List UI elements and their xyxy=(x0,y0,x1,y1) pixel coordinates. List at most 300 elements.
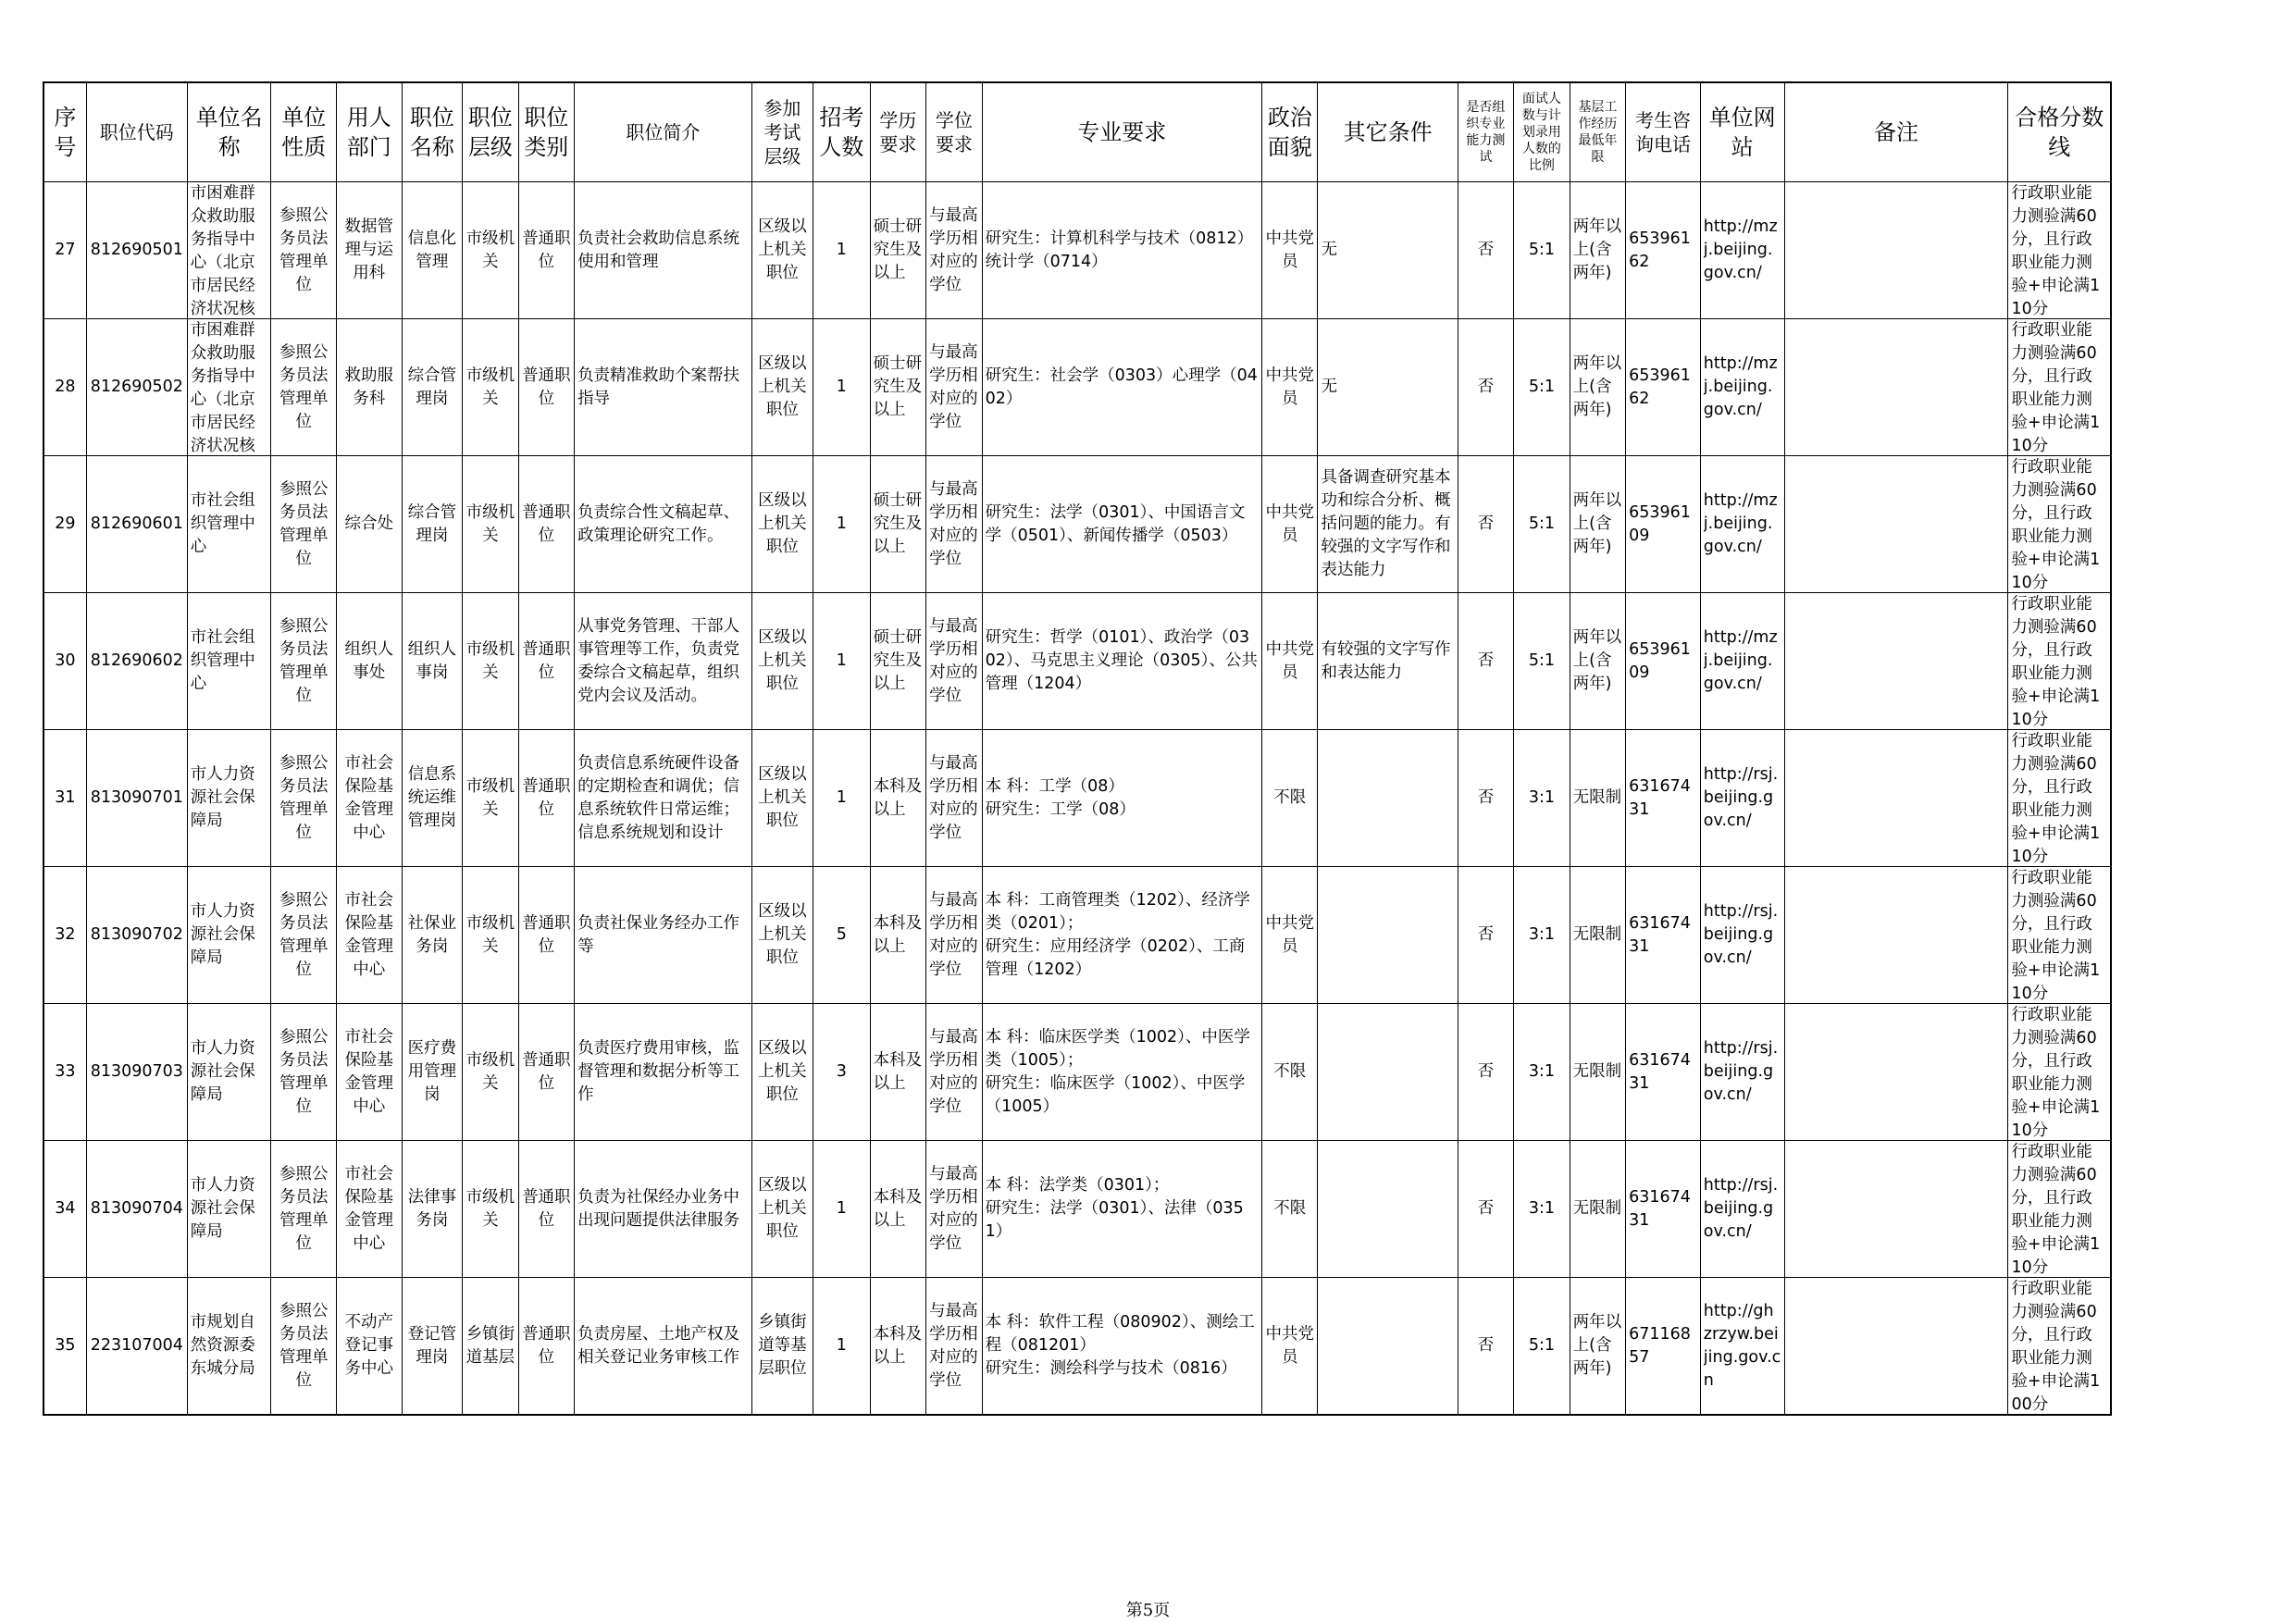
cell-text: 信息系统运维管理岗 xyxy=(407,765,457,830)
cell-text: 3:1 xyxy=(1528,1062,1555,1081)
cell-level xyxy=(463,456,518,593)
cell-text: 综合管理岗 xyxy=(407,502,457,545)
cell-code xyxy=(86,319,187,456)
cell-text: 硕士研究生及以上 xyxy=(873,217,923,282)
cell-remarks xyxy=(1784,456,2008,593)
cell-text: 区级以上机关职位 xyxy=(758,765,807,830)
cell-political xyxy=(1262,1278,1318,1416)
cell-text: 67116857 xyxy=(1629,1324,1691,1367)
header-other: 其它条件 xyxy=(1318,82,1458,182)
cell-text: 市社会保险基金管理中心 xyxy=(344,890,394,979)
cell-text: 区级以上机关职位 xyxy=(758,1176,807,1241)
header-phone: 考生咨询电话 xyxy=(1626,82,1701,182)
cell-nature xyxy=(271,1141,337,1278)
cell-cutoff xyxy=(2008,1278,2111,1416)
cell-intro xyxy=(575,319,752,456)
cell-intro xyxy=(575,730,752,867)
cell-text: 普通职位 xyxy=(522,1324,571,1367)
cell-level xyxy=(463,593,518,730)
header-prof-test: 是否组织专业能力测试 xyxy=(1458,82,1513,182)
table-row xyxy=(43,319,2111,456)
cell-text: 65396162 xyxy=(1629,365,1691,408)
cell-phone xyxy=(1626,593,1701,730)
cell-count xyxy=(813,730,870,867)
cell-grassroots xyxy=(1570,593,1625,730)
cell-edu xyxy=(870,1278,925,1416)
cell-text: 本科及以上 xyxy=(873,1324,923,1367)
cell-text: 负责医疗费用审核，监督管理和数据分析等工作 xyxy=(577,1039,740,1104)
cell-prof-test xyxy=(1458,182,1513,319)
cell-text: 行政职业能力测验满60分，且行政职业能力测验+申论满110分 xyxy=(2011,1143,2101,1277)
cell-intro xyxy=(575,456,752,593)
header-website: 单位网站 xyxy=(1700,82,1784,182)
cell-code xyxy=(86,1004,187,1141)
cell-major xyxy=(982,319,1261,456)
cell-text: 1 xyxy=(836,1199,847,1218)
cell-text: 与最高学历相对应的学位 xyxy=(929,753,978,842)
cell-text: 区级以上机关职位 xyxy=(758,217,807,282)
cell-text: 本 科：临床医学类（1002）、中医学类（1005）； 研究生：临床医学（1002）、中医学（1005） xyxy=(985,1027,1250,1116)
cell-text: 参照公务员法管理单位 xyxy=(279,1027,329,1116)
cell-ratio xyxy=(1514,182,1570,319)
cell-text: http://mzj.beijing.gov.cn/ xyxy=(1703,628,1778,693)
cell-political xyxy=(1262,730,1318,867)
cell-text: 市困难群众救助服务指导中心（北京市居民经济状况核 xyxy=(190,321,255,455)
header-nature: 单位性质 xyxy=(271,82,337,182)
cell-text: 3:1 xyxy=(1528,925,1555,944)
cell-dept xyxy=(337,593,403,730)
cell-code xyxy=(86,456,187,593)
cell-text: 负责房屋、土地产权及相关登记业务审核工作 xyxy=(577,1324,740,1367)
cell-text: 有较强的文字写作和表达能力 xyxy=(1321,639,1451,682)
cell-seq xyxy=(43,730,86,867)
cell-text: 不限 xyxy=(1273,788,1307,807)
cell-count xyxy=(813,867,870,1004)
cell-text: 本 科：软件工程（080902）、测绘工程（081201） 研究生：测绘科学与技术（0816） xyxy=(985,1313,1255,1378)
cell-dept xyxy=(337,182,403,319)
cell-cutoff xyxy=(2008,319,2111,456)
cell-text: 812690502 xyxy=(90,378,183,396)
cell-edu xyxy=(870,1004,925,1141)
cell-text: 813090702 xyxy=(90,925,183,944)
cell-major xyxy=(982,1141,1261,1278)
cell-text: http://mzj.beijing.gov.cn/ xyxy=(1703,217,1778,282)
cell-prof-test xyxy=(1458,1278,1513,1416)
cell-text: 无限制 xyxy=(1572,925,1622,944)
cell-major xyxy=(982,456,1261,593)
cell-cutoff xyxy=(2008,867,2111,1004)
cell-other xyxy=(1318,1004,1458,1141)
cell-text: 参照公务员法管理单位 xyxy=(279,1301,329,1390)
header-major: 专业要求 xyxy=(982,82,1261,182)
cell-major xyxy=(982,1004,1261,1141)
cell-text: 本 科：法学类（0301）； 研究生：法学（0301）、法律（0351） xyxy=(985,1176,1244,1241)
cell-text: 65396162 xyxy=(1629,229,1691,271)
cell-pos-name xyxy=(402,1004,463,1141)
cell-phone xyxy=(1626,1004,1701,1141)
table-row xyxy=(43,1278,2111,1416)
cell-text: 否 xyxy=(1477,514,1495,533)
cell-seq xyxy=(43,319,86,456)
table-row xyxy=(43,182,2111,319)
cell-text: 否 xyxy=(1477,1062,1495,1081)
table-row xyxy=(43,456,2111,593)
cell-text: 63167431 xyxy=(1629,776,1691,819)
cell-text: 普通职位 xyxy=(522,502,571,545)
header-count: 招考人数 xyxy=(813,82,870,182)
cell-political xyxy=(1262,593,1318,730)
cell-major xyxy=(982,1278,1261,1416)
cell-exam-level xyxy=(751,1004,813,1141)
cell-text: 1 xyxy=(836,378,847,396)
cell-grassroots xyxy=(1570,1278,1625,1416)
cell-text: 本 科：工商管理类（1202）、经济学类（0201）； 研究生：应用经济学（0202）、工商管理（1202） xyxy=(985,890,1250,979)
cell-phone xyxy=(1626,1278,1701,1416)
cell-grassroots xyxy=(1570,730,1625,867)
cell-cutoff xyxy=(2008,730,2111,867)
cell-grassroots xyxy=(1570,867,1625,1004)
table-row xyxy=(43,593,2111,730)
cell-text: 本 科：工学（08） 研究生：工学（08） xyxy=(985,776,1136,819)
cell-text: 63167431 xyxy=(1629,913,1691,956)
cell-category xyxy=(518,1004,574,1141)
cell-dept xyxy=(337,1278,403,1416)
cell-count xyxy=(813,456,870,593)
cell-website xyxy=(1700,867,1784,1004)
cell-text: 区级以上机关职位 xyxy=(758,1039,807,1104)
cell-edu xyxy=(870,593,925,730)
header-ratio: 面试人数与计划录用人数的比例 xyxy=(1514,82,1570,182)
cell-text: 参照公务员法管理单位 xyxy=(279,1164,329,1253)
cell-cutoff xyxy=(2008,182,2111,319)
cell-pos-name xyxy=(402,730,463,867)
table-row xyxy=(43,730,2111,867)
page-number: 第5页 xyxy=(1125,1601,1171,1620)
cell-text: 负责精准救助个案帮扶指导 xyxy=(577,365,740,408)
cell-text: 29 xyxy=(55,514,76,533)
cell-ratio xyxy=(1514,593,1570,730)
cell-text: 区级以上机关职位 xyxy=(758,628,807,693)
cell-category xyxy=(518,1141,574,1278)
cell-level xyxy=(463,1004,518,1141)
cell-text: 市级机关 xyxy=(465,502,515,545)
cell-ratio xyxy=(1514,1141,1570,1278)
cell-text: 行政职业能力测验满60分，且行政职业能力测验+申论满110分 xyxy=(2011,869,2101,1003)
cell-text: 参照公务员法管理单位 xyxy=(279,616,329,705)
cell-pos-name xyxy=(402,182,463,319)
header-row xyxy=(43,82,2111,182)
cell-phone xyxy=(1626,456,1701,593)
cell-website xyxy=(1700,1004,1784,1141)
cell-phone xyxy=(1626,867,1701,1004)
cell-website xyxy=(1700,456,1784,593)
cell-text: 组织人事处 xyxy=(344,639,394,682)
cell-edu xyxy=(870,319,925,456)
cell-text: 法律事务岗 xyxy=(407,1187,457,1230)
cell-dept xyxy=(337,1004,403,1141)
header-degree: 学位要求 xyxy=(926,82,982,182)
cell-political xyxy=(1262,1004,1318,1141)
cell-intro xyxy=(575,1141,752,1278)
cell-text: 乡镇街道基层 xyxy=(465,1324,515,1367)
cell-text: 行政职业能力测验满60分，且行政职业能力测验+申论满110分 xyxy=(2011,595,2101,729)
cell-text: http://rsj.beijing.gov.cn/ xyxy=(1703,765,1779,830)
cell-prof-test xyxy=(1458,593,1513,730)
cell-text: 参照公务员法管理单位 xyxy=(279,479,329,568)
cell-other xyxy=(1318,456,1458,593)
cell-ratio xyxy=(1514,456,1570,593)
cell-text: 813090703 xyxy=(90,1062,183,1081)
cell-text: 市级机关 xyxy=(465,365,515,408)
cell-ratio xyxy=(1514,1004,1570,1141)
cell-degree xyxy=(926,456,982,593)
cell-text: 与最高学历相对应的学位 xyxy=(929,1027,978,1116)
cell-pos-name xyxy=(402,593,463,730)
cell-text: 1 xyxy=(836,514,847,533)
cell-text: 1 xyxy=(836,241,847,259)
cell-political xyxy=(1262,1141,1318,1278)
cell-text: 812690602 xyxy=(90,651,183,670)
cell-count xyxy=(813,182,870,319)
cell-other xyxy=(1318,1141,1458,1278)
cell-text: 参照公务员法管理单位 xyxy=(279,205,329,294)
cell-text: http://rsj.beijing.gov.cn/ xyxy=(1703,1176,1779,1241)
cell-text: 两年以上(含两年) xyxy=(1572,491,1622,556)
cell-remarks xyxy=(1784,182,2008,319)
cell-text: 31 xyxy=(55,788,76,807)
cell-text: 硕士研究生及以上 xyxy=(873,628,923,693)
cell-text: 不限 xyxy=(1273,1062,1307,1081)
cell-text: 与最高学历相对应的学位 xyxy=(929,342,978,431)
cell-text: 市级机关 xyxy=(465,913,515,956)
cell-text: 30 xyxy=(55,651,76,670)
header-political: 政治面貌 xyxy=(1262,82,1318,182)
cell-text: http://rsj.beijing.gov.cn/ xyxy=(1703,1039,1779,1104)
cell-other xyxy=(1318,730,1458,867)
cell-pos-name xyxy=(402,1278,463,1416)
cell-grassroots xyxy=(1570,1004,1625,1141)
cell-text: 813090701 xyxy=(90,788,183,807)
cell-count xyxy=(813,1141,870,1278)
cell-exam-level xyxy=(751,593,813,730)
job-table xyxy=(43,81,2112,1416)
cell-text: 1 xyxy=(836,788,847,807)
cell-unit xyxy=(187,1278,271,1416)
cell-text: 3 xyxy=(836,1062,847,1081)
cell-text: 参照公务员法管理单位 xyxy=(279,890,329,979)
cell-text: 与最高学历相对应的学位 xyxy=(929,1164,978,1253)
cell-exam-level xyxy=(751,730,813,867)
cell-text: 行政职业能力测验满60分，且行政职业能力测验+申论满110分 xyxy=(2011,1006,2101,1140)
cell-text: 区级以上机关职位 xyxy=(758,491,807,556)
cell-seq xyxy=(43,1278,86,1416)
table-row xyxy=(43,867,2111,1004)
cell-grassroots xyxy=(1570,319,1625,456)
cell-text: 中共党员 xyxy=(1265,639,1314,682)
cell-seq xyxy=(43,593,86,730)
cell-seq xyxy=(43,1004,86,1141)
cell-text: 否 xyxy=(1477,241,1495,259)
cell-nature xyxy=(271,182,337,319)
cell-exam-level xyxy=(751,867,813,1004)
table-row xyxy=(43,1141,2111,1278)
cell-category xyxy=(518,319,574,456)
cell-dept xyxy=(337,456,403,593)
cell-cutoff xyxy=(2008,456,2111,593)
cell-edu xyxy=(870,1141,925,1278)
cell-text: 普通职位 xyxy=(522,913,571,956)
cell-level xyxy=(463,1141,518,1278)
cell-nature xyxy=(271,867,337,1004)
cell-text: 65396109 xyxy=(1629,639,1691,682)
cell-text: 5:1 xyxy=(1528,651,1555,670)
cell-code xyxy=(86,182,187,319)
cell-edu xyxy=(870,456,925,593)
cell-text: 负责社会救助信息系统使用和管理 xyxy=(577,229,740,271)
cell-text: 28 xyxy=(55,378,76,396)
header-cutoff: 合格分数线 xyxy=(2008,82,2111,182)
cell-level xyxy=(463,730,518,867)
cell-text: 与最高学历相对应的学位 xyxy=(929,479,978,568)
cell-pos-name xyxy=(402,867,463,1004)
cell-seq xyxy=(43,456,86,593)
cell-text: 27 xyxy=(55,241,76,259)
cell-text: 乡镇街道等基层职位 xyxy=(758,1313,807,1378)
cell-text: 市规划自然资源委东城分局 xyxy=(190,1313,255,1378)
cell-phone xyxy=(1626,182,1701,319)
cell-category xyxy=(518,867,574,1004)
cell-text: 普通职位 xyxy=(522,229,571,271)
cell-phone xyxy=(1626,730,1701,867)
header-seq: 序号 xyxy=(43,82,86,182)
cell-unit xyxy=(187,456,271,593)
cell-unit xyxy=(187,867,271,1004)
cell-text: 综合处 xyxy=(344,514,394,533)
cell-category xyxy=(518,593,574,730)
cell-text: 本科及以上 xyxy=(873,1187,923,1230)
cell-nature xyxy=(271,456,337,593)
cell-text: 813090704 xyxy=(90,1199,183,1218)
cell-intro xyxy=(575,1278,752,1416)
cell-unit xyxy=(187,593,271,730)
cell-dept xyxy=(337,1141,403,1278)
cell-text: 无限制 xyxy=(1572,1199,1622,1218)
cell-edu xyxy=(870,730,925,867)
cell-text: 市级机关 xyxy=(465,229,515,271)
cell-text: 否 xyxy=(1477,1336,1495,1355)
cell-text: 普通职位 xyxy=(522,776,571,819)
cell-text: http://mzj.beijing.gov.cn/ xyxy=(1703,491,1778,556)
cell-category xyxy=(518,1278,574,1416)
cell-dept xyxy=(337,730,403,867)
cell-text: 63167431 xyxy=(1629,1187,1691,1230)
cell-count xyxy=(813,319,870,456)
cell-text: 223107004 xyxy=(90,1336,183,1355)
cell-grassroots xyxy=(1570,456,1625,593)
cell-text: 负责综合性文稿起草、政策理论研究工作。 xyxy=(577,502,740,545)
cell-text: 两年以上(含两年) xyxy=(1572,217,1622,282)
cell-unit xyxy=(187,730,271,867)
cell-political xyxy=(1262,456,1318,593)
cell-text: 与最高学历相对应的学位 xyxy=(929,890,978,979)
cell-degree xyxy=(926,593,982,730)
cell-text: 无限制 xyxy=(1572,788,1622,807)
cell-text: 否 xyxy=(1477,651,1495,670)
cell-text: 3:1 xyxy=(1528,1199,1555,1218)
cell-website xyxy=(1700,182,1784,319)
header-exam-level: 参加考试层级 xyxy=(751,82,813,182)
table-row xyxy=(43,1004,2111,1141)
cell-text: 中共党员 xyxy=(1265,365,1314,408)
cell-grassroots xyxy=(1570,182,1625,319)
cell-seq xyxy=(43,867,86,1004)
cell-text: 无限制 xyxy=(1572,1062,1622,1081)
cell-text: 与最高学历相对应的学位 xyxy=(929,205,978,294)
cell-text: 两年以上(含两年) xyxy=(1572,1313,1622,1378)
header-category: 职位类别 xyxy=(518,82,574,182)
cell-seq xyxy=(43,1141,86,1278)
cell-text: 救助服务科 xyxy=(344,365,394,408)
cell-text: 具备调查研究基本功和综合分析、概括问题的能力。有较强的文字写作和表达能力 xyxy=(1321,468,1451,579)
cell-exam-level xyxy=(751,1141,813,1278)
cell-text: 普通职位 xyxy=(522,1050,571,1093)
cell-text: 1 xyxy=(836,651,847,670)
cell-pos-name xyxy=(402,319,463,456)
cell-text: 否 xyxy=(1477,1199,1495,1218)
cell-remarks xyxy=(1784,730,2008,867)
cell-text: 研究生：社会学（0303）心理学（0402） xyxy=(985,365,1258,408)
cell-grassroots xyxy=(1570,1141,1625,1278)
cell-text: 中共党员 xyxy=(1265,229,1314,271)
cell-other xyxy=(1318,593,1458,730)
cell-prof-test xyxy=(1458,1004,1513,1141)
cell-intro xyxy=(575,1004,752,1141)
cell-website xyxy=(1700,1278,1784,1416)
cell-prof-test xyxy=(1458,730,1513,867)
cell-text: 区级以上机关职位 xyxy=(758,902,807,967)
cell-unit xyxy=(187,182,271,319)
cell-text: 5:1 xyxy=(1528,1336,1555,1355)
cell-text: 医疗费用管理岗 xyxy=(407,1039,457,1104)
cell-intro xyxy=(575,867,752,1004)
cell-text: 市人力资源社会保障局 xyxy=(190,1039,255,1104)
cell-website xyxy=(1700,593,1784,730)
cell-text: 行政职业能力测验满60分，且行政职业能力测验+申论满110分 xyxy=(2011,184,2101,318)
cell-text: 无 xyxy=(1321,241,1337,259)
cell-text: 812690601 xyxy=(90,514,183,533)
cell-dept xyxy=(337,867,403,1004)
cell-remarks xyxy=(1784,1141,2008,1278)
cell-text: 市社会保险基金管理中心 xyxy=(344,753,394,842)
cell-edu xyxy=(870,182,925,319)
cell-nature xyxy=(271,1278,337,1416)
cell-text: 普通职位 xyxy=(522,365,571,408)
cell-text: 市社会保险基金管理中心 xyxy=(344,1164,394,1253)
cell-text: http://ghzrzyw.beijing.gov.cn xyxy=(1703,1301,1781,1390)
cell-edu xyxy=(870,867,925,1004)
cell-text: 行政职业能力测验满60分，且行政职业能力测验+申论满110分 xyxy=(2011,458,2101,592)
cell-category xyxy=(518,456,574,593)
cell-text: 与最高学历相对应的学位 xyxy=(929,616,978,705)
cell-website xyxy=(1700,319,1784,456)
cell-prof-test xyxy=(1458,1141,1513,1278)
cell-exam-level xyxy=(751,456,813,593)
cell-other xyxy=(1318,182,1458,319)
cell-degree xyxy=(926,730,982,867)
cell-text: 普通职位 xyxy=(522,639,571,682)
cell-text: 市级机关 xyxy=(465,639,515,682)
cell-code xyxy=(86,1141,187,1278)
